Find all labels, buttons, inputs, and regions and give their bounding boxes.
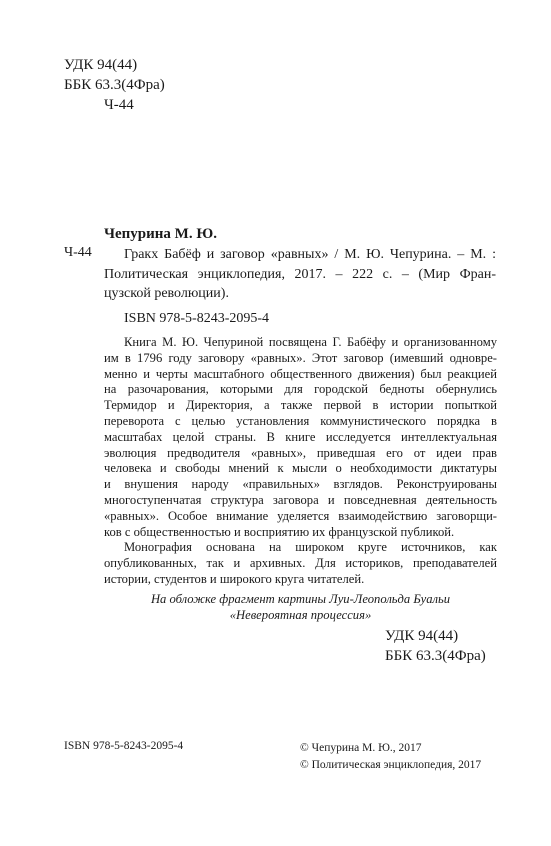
abstract-line: Монография основана на широком круге источников, как (124, 540, 497, 555)
abstract (104, 335, 497, 588)
abstract-line: переворота с целью установления коммунистического порядка в (104, 413, 497, 428)
footer-isbn: ISBN 978-5-8243-2095-4 (64, 740, 184, 752)
udk-code-top: УДК 94(44) (64, 57, 138, 73)
copyright-publisher: © Политическая энциклопедия, 2017 (300, 759, 482, 771)
cover-note-line: «Невероятная процессия» (229, 608, 372, 622)
cutter-code-entry: Ч-44 (64, 245, 92, 260)
cover-note (104, 591, 497, 623)
abstract-line: и внушения народу «правильных» взглядов. Реконструированы (104, 477, 497, 492)
footer-copyright (300, 740, 481, 774)
bbk-code-bottom: ББК 63.3(4Фра) (385, 648, 486, 664)
abstract-line: человека и свободы мнений к мысли о необходимости диктатуры (104, 461, 497, 476)
abstract-line: «равных». Особое внимание уделяется взаимодействию заговорщи- (104, 508, 497, 523)
abstract-line: Термидор и Директория, а также первой в истории попыткой (104, 398, 497, 413)
abstract-line: многоступенчатая структура заговора и повседневная деятельность (104, 492, 497, 507)
copyright-author: © Чепурина М. Ю., 2017 (300, 742, 422, 754)
abstract-line: им в 1796 году заговору «равных». Этот заговор (имевший одновре- (104, 350, 497, 365)
abstract-line: истории, студентов и широкого круга читателей. (104, 571, 365, 586)
classification-bottom (385, 626, 486, 666)
biblio-line: цузской революции). (104, 286, 229, 301)
biblio-line: Политическая энциклопедия, 2017. – 222 с. – (Мир Фран- (104, 266, 496, 282)
abstract-line: эволюция предводителя «равных», приведшая его от идеи прав (104, 445, 497, 460)
bibliographic-description (104, 245, 496, 304)
author-name: Чепурина М. Ю. (104, 226, 217, 242)
cover-note-line: На обложке фрагмент картины Луи-Леопольда Буальи (150, 592, 451, 606)
abstract-line: на разочарования, которыми для городской бедноты обернулись (104, 382, 497, 397)
abstract-line: масштабах целой страны. В книге исследуется интеллектуальная (104, 429, 497, 444)
abstract-line: опубликованных, так и архивных. Для историков, преподавателей (104, 556, 497, 571)
udk-code-bottom: УДК 94(44) (385, 628, 459, 644)
isbn-entry: ISBN 978-5-8243-2095-4 (124, 311, 270, 326)
biblio-line: Гракх Бабёф и заговор «равных» / М. Ю. Чепурина. – М. : (124, 247, 496, 262)
bbk-code-top: ББК 63.3(4Фра) (64, 77, 165, 93)
abstract-line: Книга М. Ю. Чепуриной посвящена Г. Бабёфу и организованному (124, 335, 497, 349)
abstract-line: менно и черты масштабного общественного движения) был реакцией (104, 366, 497, 381)
cutter-code-top: Ч-44 (104, 97, 134, 113)
abstract-line: ков с общественностью и восприятию их французской публикой. (104, 524, 455, 539)
